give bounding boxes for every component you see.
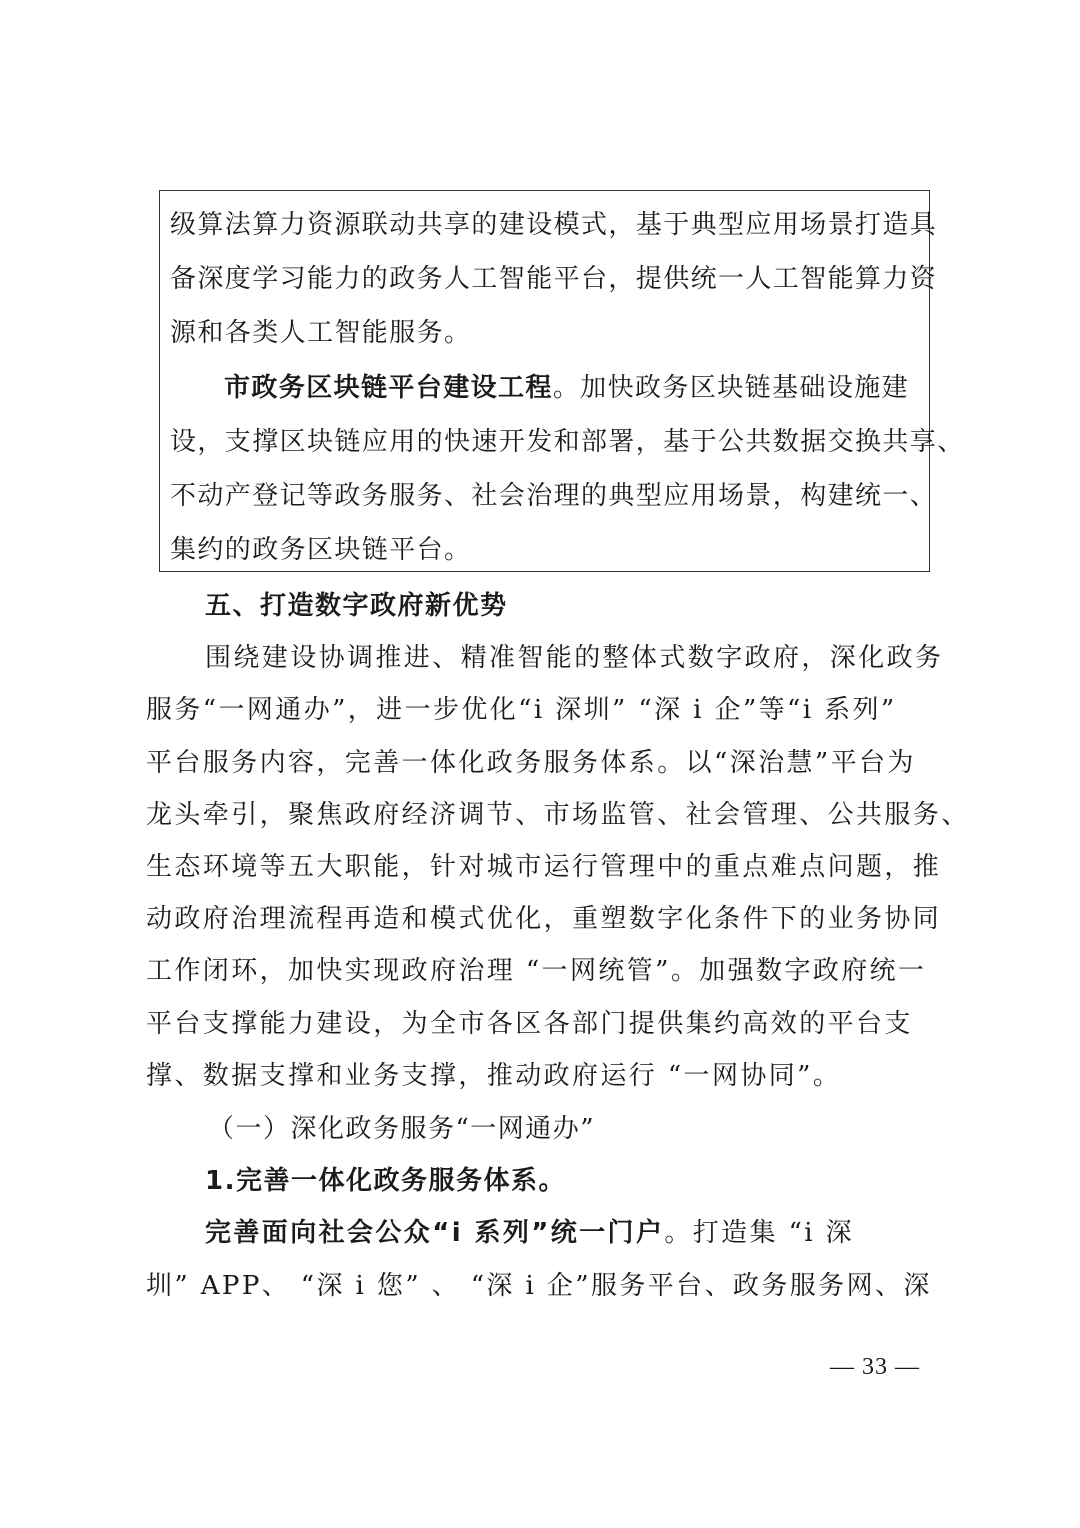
body-line-6: 动政府治理流程再造和模式优化，重塑数字化条件下的业务协同	[146, 904, 942, 934]
portal-intro: 。打造集 “i 深	[664, 1218, 855, 1248]
last-paragraph-first-line	[205, 1216, 945, 1250]
body-line-9: 撑、数据支撑和业务支撑，推动政府运行 “一网协同”。	[146, 1061, 842, 1091]
box-line-3: 源和各类人工智能服务。	[170, 318, 472, 348]
body-line-4: 龙头牵引，聚焦政府经济调节、市场监管、社会管理、公共服务、	[146, 800, 970, 830]
body-line-5: 生态环境等五大职能，针对城市运行管理中的重点难点问题，推	[146, 852, 942, 882]
body-line-3: 平台服务内容，完善一体化政务服务体系。以“深治慧”平台为	[146, 748, 916, 778]
project-title: 市政务区块链平台建设工程	[224, 373, 553, 403]
subheading: （一）深化政务服务“一网通办”	[208, 1114, 596, 1144]
box-line-5: 设，支撑区块链应用的快速开发和部署，基于公共数据交换共享、	[170, 427, 965, 457]
body-line-7: 工作闭环，加快实现政府治理 “一网统管”。加强数字政府统一	[146, 956, 927, 986]
box-line-7: 集约的政务区块链平台。	[170, 535, 472, 565]
box-paragraph-2-first-line	[224, 371, 914, 405]
last-paragraph-second-line: 圳” APP、 “深 i 您” 、 “深 i 企”服务平台、政务服务网、深	[146, 1271, 932, 1301]
item-heading: 1.完善一体化政务服务体系。	[205, 1166, 566, 1196]
box-line-1: 级算法算力资源联动共享的建设模式，基于典型应用场景打造具	[170, 210, 938, 240]
body-line-2: 服务“一网通办”，进一步优化“i 深圳” “深 i 企”等“i 系列”	[146, 695, 897, 725]
box-line-2: 备深度学习能力的政务人工智能平台，提供统一人工智能算力资	[170, 264, 938, 294]
page-number: — 33 —	[830, 1354, 920, 1380]
body-line-8: 平台支撑能力建设，为全市各区各部门提供集约高效的平台支	[146, 1009, 913, 1039]
section-heading: 五、打造数字政府新优势	[205, 591, 508, 621]
box-line-6: 不动产登记等政务服务、社会治理的典型应用场景，构建统一、	[170, 481, 938, 511]
project-intro: 。加快政务区块链基础设施建	[552, 373, 910, 403]
body-line-1: 围绕建设协调推进、精准智能的整体式数字政府，深化政务	[205, 643, 944, 673]
portal-title: 完善面向社会公众“i 系列”统一门户	[205, 1218, 665, 1248]
